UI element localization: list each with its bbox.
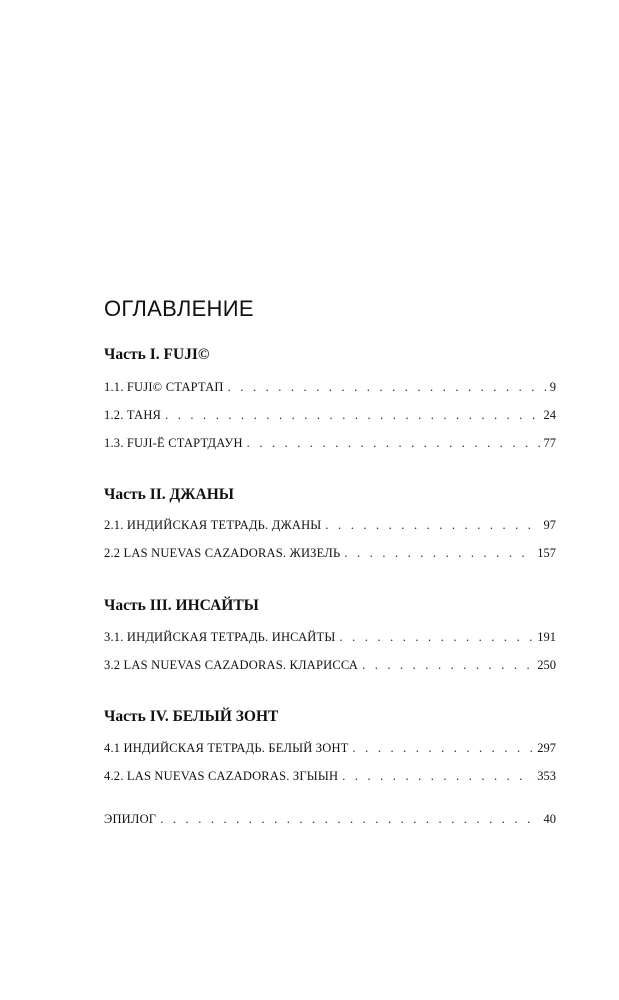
dot-leader	[160, 810, 539, 828]
entry-title: 4.1 ИНДИЙСКАЯ ТЕТРАДЬ. БЕЛЫЙ ЗОНТ	[104, 741, 349, 755]
dot-leader	[362, 656, 533, 674]
entry-title: 3.2 LAS NUEVAS CAZADORAS. КЛАРИССА	[104, 658, 359, 672]
toc-heading: ОГЛАВЛЕНИЕ	[104, 296, 254, 321]
dot-leader	[339, 628, 533, 646]
dot-leader	[165, 406, 539, 424]
dot-leader	[342, 767, 533, 785]
part-heading-1: Часть I. FUJI©	[104, 346, 210, 363]
dot-leader	[353, 739, 534, 757]
toc-entry[interactable]	[104, 378, 556, 396]
entry-page-number: 77	[543, 436, 556, 450]
toc-entry[interactable]	[104, 434, 556, 452]
entry-title: 2.2 LAS NUEVAS CAZADORAS. ЖИЗЕЛЬ	[104, 546, 341, 560]
toc-entry[interactable]	[104, 767, 556, 785]
toc-entry-epilogue[interactable]	[104, 810, 556, 828]
entry-page-number: 9	[549, 380, 556, 394]
dot-leader	[325, 516, 539, 534]
entry-page-number: 157	[537, 546, 556, 560]
entry-page-number: 250	[537, 658, 556, 672]
part-heading-3: Часть III. ИНСАЙТЫ	[104, 597, 259, 614]
toc-entry[interactable]	[104, 656, 556, 674]
toc-entry[interactable]	[104, 406, 556, 424]
toc-entry[interactable]	[104, 516, 556, 534]
entry-title: ЭПИЛОГ	[104, 812, 157, 826]
dot-leader	[344, 544, 533, 562]
entry-title: 1.3. FUJI-Ё СТАРТДАУН	[104, 436, 243, 450]
entry-page-number: 353	[537, 769, 556, 783]
toc-entry[interactable]	[104, 628, 556, 646]
entry-page-number: 97	[543, 518, 556, 532]
entry-title: 1.1. FUJI© СТАРТАП	[104, 380, 224, 394]
dot-leader	[247, 434, 540, 452]
entry-page-number: 24	[543, 408, 556, 422]
entry-title: 4.2. LAS NUEVAS CAZADORAS. ЗГЫЫН	[104, 769, 339, 783]
entry-title: 3.1. ИНДИЙСКАЯ ТЕТРАДЬ. ИНСАЙТЫ	[104, 630, 336, 644]
toc-entry[interactable]	[104, 739, 556, 757]
entry-page-number: 40	[543, 812, 556, 826]
dot-leader	[228, 378, 546, 396]
entry-page-number: 191	[537, 630, 556, 644]
toc-entry[interactable]	[104, 544, 556, 562]
entry-title: 2.1. ИНДИЙСКАЯ ТЕТРАДЬ. ДЖАНЫ	[104, 518, 322, 532]
entry-title: 1.2. ТАНЯ	[104, 408, 162, 422]
entry-page-number: 297	[537, 741, 556, 755]
part-heading-4: Часть IV. БЕЛЫЙ ЗОНТ	[104, 708, 279, 725]
part-heading-2: Часть II. ДЖАНЫ	[104, 486, 234, 503]
